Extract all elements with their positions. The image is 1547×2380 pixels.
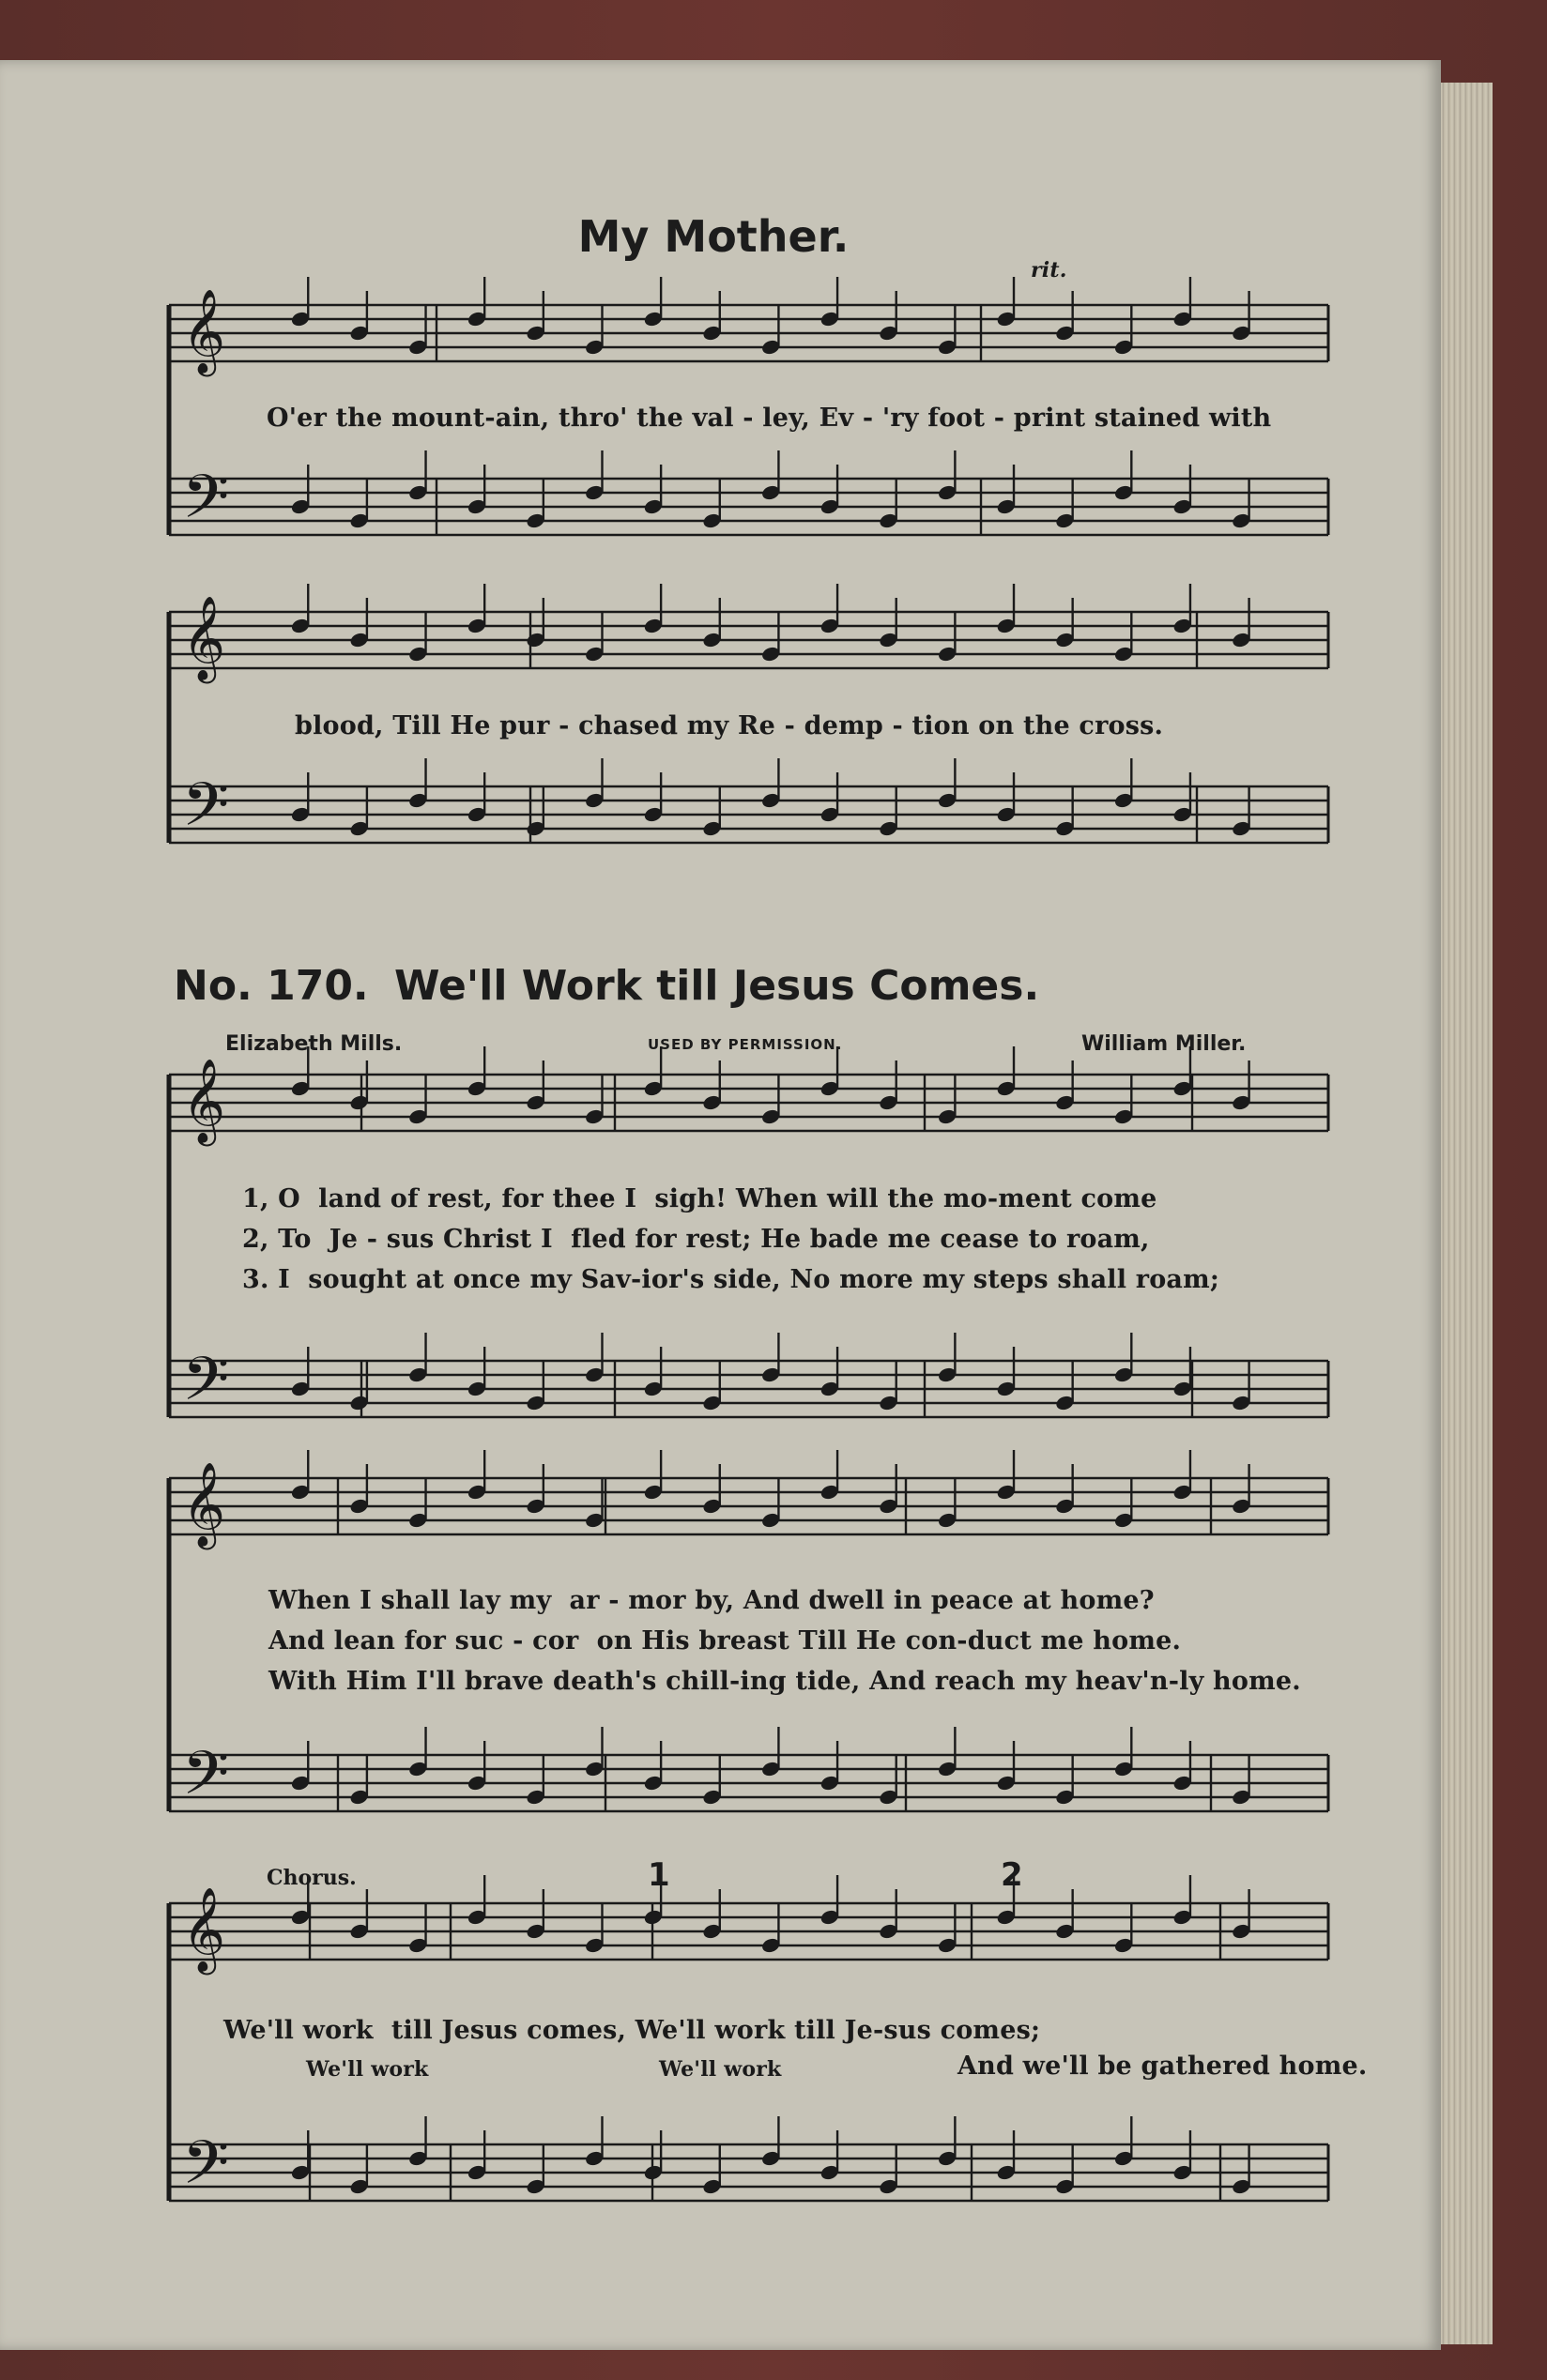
chorus-lyric: We'll work till Jesus comes, We'll work till Je-sus comes; [223, 2016, 1041, 2045]
song-heading [174, 962, 1112, 1010]
verse-1-line: When I shall lay my ar - mor by, And dwell in peace at home? [268, 1586, 1155, 1615]
tempo-mark: rit. [1031, 258, 1067, 282]
clef-icon: 𝄞 [182, 1462, 226, 1547]
chorus-echo: We'll work [306, 2057, 429, 2082]
clef-icon: 𝄢 [182, 1739, 230, 1823]
verse-1-line: 1, O land of rest, for thee I sigh! When will the mo-ment come [242, 1184, 1157, 1213]
clef-icon: 𝄢 [182, 463, 230, 547]
clef-icon: 𝄞 [182, 1887, 226, 1972]
verse-3-line: 3. I sought at once my Sav-ior's side, No more my steps shall roam; [242, 1265, 1220, 1294]
chorus-echo: We'll work [659, 2057, 782, 2082]
lyric-line: O'er the mount-ain, thro' the val - ley, Ev - 'ry foot - print stained with [267, 404, 1272, 433]
chorus-label: Chorus. [267, 1866, 357, 1890]
clef-icon: 𝄞 [182, 1059, 226, 1143]
verse-3-line: With Him I'll brave death's chill-ing tide, And reach my heav'n-ly home. [268, 1667, 1301, 1696]
hymn-number: No. 170. [174, 962, 369, 1010]
clef-icon: 𝄞 [182, 289, 226, 374]
permission-note: USED BY PERMISSION. [648, 1036, 843, 1053]
lyricist-credit: Elizabeth Mills. [225, 1032, 403, 1056]
lyric-line: blood, Till He pur - chased my Re - demp - tion on the cross. [295, 711, 1164, 740]
chorus-lyric: And we'll be gathered home. [957, 2052, 1368, 2081]
verse-2-line: 2, To Je - sus Christ I fled for rest; He bade me cease to roam, [242, 1225, 1150, 1254]
clef-icon: 𝄞 [182, 596, 226, 680]
ending-2: 2 [1001, 1856, 1023, 1894]
clef-icon: 𝄢 [182, 770, 230, 855]
composer-credit: William Miller. [1081, 1032, 1247, 1056]
song-title: We'll Work till Jesus Comes. [394, 962, 1040, 1010]
song-title-my-mother: My Mother. [577, 211, 850, 262]
ending-1: 1 [648, 1856, 670, 1894]
clef-icon: 𝄢 [182, 2128, 230, 2213]
clef-icon: 𝄢 [182, 1345, 230, 1429]
verse-2-line: And lean for suc - cor on His breast Till He con-duct me home. [268, 1626, 1182, 1655]
